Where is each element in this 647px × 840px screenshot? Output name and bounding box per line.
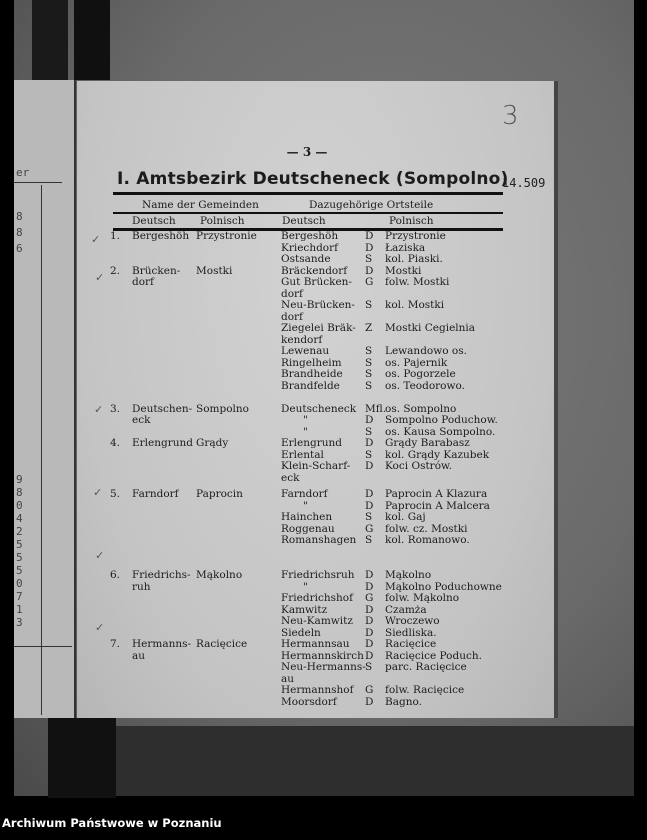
locality-type: D bbox=[365, 414, 374, 426]
locality-name-pl: folw. Racięcice bbox=[385, 684, 465, 696]
locality-type: Mfl. bbox=[365, 402, 387, 415]
municipality-name-pl: Paprocin bbox=[196, 488, 243, 500]
locality-type: G bbox=[365, 522, 374, 535]
locality-name-pl: Wroczewo bbox=[385, 615, 440, 627]
left-page-number-fragment: 9 bbox=[16, 473, 23, 486]
left-page-number-fragment: 1 bbox=[16, 603, 23, 616]
left-page-number-fragment: 5 bbox=[16, 551, 23, 564]
locality-name-de: Hermannskirch bbox=[281, 649, 364, 662]
checkmark: ✓ bbox=[95, 271, 105, 284]
locality-name-de: " bbox=[303, 425, 308, 438]
left-page-number-fragment: 8 bbox=[16, 486, 23, 499]
locality-type: S bbox=[365, 345, 373, 357]
locality-name-de: Friedrichshof bbox=[281, 592, 353, 604]
locality-name-de: Farndorf bbox=[281, 488, 328, 500]
locality-type: S bbox=[365, 661, 373, 673]
municipality-number: 4. bbox=[110, 437, 121, 449]
locality-type: S bbox=[365, 368, 373, 380]
left-page-number-fragment: 7 bbox=[16, 590, 23, 603]
locality-name-de: Hermannsau bbox=[281, 638, 350, 650]
checkmark: ✓ bbox=[95, 621, 105, 634]
locality-name-de: Lewenau bbox=[281, 345, 330, 357]
locality-name-de: Klein-Scharf- bbox=[281, 460, 351, 472]
locality-name-de: Friedrichsruh bbox=[281, 569, 355, 581]
locality-name-de: Bergeshöh bbox=[281, 230, 339, 242]
locality-name-de: eck bbox=[281, 471, 300, 484]
municipality-name-de: Brücken- bbox=[132, 264, 181, 277]
locality-type: D bbox=[365, 569, 374, 581]
locality-name-pl: Sompolno Poduchow. bbox=[385, 414, 498, 426]
locality-name-de: Moorsdorf bbox=[281, 695, 337, 708]
municipality-number: 6. bbox=[110, 569, 121, 581]
locality-type: D bbox=[365, 695, 374, 708]
locality-name-de: Gut Brücken- bbox=[281, 276, 352, 288]
locality-name-pl: Koci Ostrów. bbox=[385, 460, 453, 472]
locality-type: D bbox=[365, 437, 374, 449]
locality-name-de: Neu-Hermanns- bbox=[281, 661, 366, 673]
municipality-name-de: au bbox=[132, 649, 146, 662]
film-edge-strip bbox=[74, 0, 110, 80]
locality-type: D bbox=[365, 241, 374, 254]
locality-type: S bbox=[365, 299, 373, 311]
column-header-muni-de: Deutsch bbox=[132, 215, 176, 227]
locality-name-pl: kol. Mostki bbox=[385, 299, 445, 311]
left-page-number-fragment: 6 bbox=[16, 242, 23, 255]
locality-type: S bbox=[365, 356, 373, 369]
header-rule bbox=[113, 212, 503, 214]
locality-name-de: Neu-Brücken- bbox=[281, 299, 355, 311]
locality-name-de: Brandfelde bbox=[281, 379, 340, 392]
locality-name-de: " bbox=[303, 580, 308, 593]
page-number: — 3 — bbox=[286, 145, 328, 159]
film-edge-strip bbox=[32, 0, 68, 80]
locality-name-pl: Mąkolno bbox=[385, 569, 432, 581]
locality-type: D bbox=[365, 264, 374, 277]
locality-name-pl: Siedliska. bbox=[385, 626, 437, 639]
locality-type: S bbox=[365, 511, 373, 523]
locality-name-de: Roggenau bbox=[281, 522, 335, 535]
document-page bbox=[77, 81, 558, 718]
left-page-number-fragment: 0 bbox=[16, 499, 23, 512]
locality-name-pl: kol. Romanowo. bbox=[385, 534, 470, 546]
left-page-number-fragment: 8 bbox=[16, 226, 23, 239]
municipality-name-de: Deutschen- bbox=[132, 402, 193, 415]
locality-type: S bbox=[365, 379, 373, 392]
locality-name-pl: Lewandowo os. bbox=[385, 345, 467, 357]
municipality-name-de: dorf bbox=[132, 276, 154, 288]
locality-name-pl: parc. Racięcice bbox=[385, 661, 467, 673]
checkmark: ✓ bbox=[95, 549, 105, 562]
locality-name-pl: Bagno. bbox=[385, 695, 422, 708]
locality-name-pl: os. Sompolno bbox=[385, 402, 457, 415]
locality-name-pl: os. Pajernik bbox=[385, 356, 448, 369]
locality-name-de: au bbox=[281, 672, 295, 685]
locality-name-pl: folw. Mostki bbox=[385, 276, 450, 288]
locality-name-de: Ziegelei Bräk- bbox=[281, 322, 356, 334]
locality-type: D bbox=[365, 580, 374, 593]
locality-name-pl: folw. cz. Mostki bbox=[385, 522, 468, 535]
locality-type: D bbox=[365, 460, 374, 472]
locality-name-pl: Paprocin A Klazura bbox=[385, 488, 488, 500]
checkmark: ✓ bbox=[91, 233, 101, 246]
previous-page-edge bbox=[14, 80, 76, 718]
locality-name-pl: os. Kausa Sompolno. bbox=[385, 425, 496, 438]
municipality-number: 3. bbox=[110, 402, 121, 415]
page-title: I. Amtsbezirk Deutscheneck (Sompolno) bbox=[117, 169, 509, 189]
municipality-number: 2. bbox=[110, 264, 121, 277]
locality-name-de: Kriechdorf bbox=[281, 241, 339, 254]
column-header-loc-de: Deutsch bbox=[282, 215, 326, 227]
locality-type: Z bbox=[365, 322, 373, 334]
locality-name-de: dorf bbox=[281, 310, 303, 323]
locality-type: D bbox=[365, 649, 374, 662]
left-page-number-fragment: 8 bbox=[16, 210, 23, 223]
municipality-name-pl: Grądy bbox=[196, 437, 229, 449]
locality-name-de: dorf bbox=[281, 287, 303, 300]
left-page-number-fragment: 4 bbox=[16, 512, 23, 525]
locality-name-pl: Paprocin A Malcera bbox=[385, 499, 490, 512]
locality-name-pl: folw. Mąkolno bbox=[385, 592, 460, 604]
locality-name-de: Erlengrund bbox=[281, 437, 343, 449]
scan-background-bottom bbox=[115, 726, 634, 796]
municipality-name-pl: Mostki bbox=[196, 264, 233, 277]
locality-name-de: Brandheide bbox=[281, 368, 343, 380]
left-page-number-fragment: 2 bbox=[16, 525, 23, 538]
municipality-name-de: ruh bbox=[132, 580, 151, 593]
municipality-name-pl: Mąkolno bbox=[196, 569, 243, 581]
locality-name-de: " bbox=[303, 414, 308, 426]
locality-type: D bbox=[365, 230, 374, 242]
locality-name-pl: Łaziska bbox=[385, 241, 426, 254]
locality-type: D bbox=[365, 603, 374, 616]
locality-name-pl: Przystronie bbox=[385, 230, 446, 242]
locality-name-pl: Grądy Barabasz bbox=[385, 437, 470, 449]
locality-type: D bbox=[365, 488, 374, 500]
locality-name-de: Hermannshof bbox=[281, 684, 354, 696]
municipality-number: 7. bbox=[110, 638, 121, 650]
checkmark: ✓ bbox=[93, 486, 103, 499]
locality-name-pl: Mąkolno Poduchowne bbox=[385, 580, 502, 593]
locality-name-pl: Racięcice Poduch. bbox=[385, 649, 482, 662]
municipality-name-pl: Sompolno bbox=[196, 402, 249, 415]
locality-name-de: Deutscheneck bbox=[281, 402, 357, 415]
locality-type: D bbox=[365, 499, 374, 512]
divider bbox=[41, 185, 42, 715]
locality-name-de: Neu-Kamwitz bbox=[281, 615, 353, 627]
locality-type: S bbox=[365, 253, 373, 265]
archive-credit: Archiwum Państwowe w Poznaniu bbox=[2, 816, 222, 830]
checkmark: ✓ bbox=[94, 403, 104, 416]
left-page-number-fragment: 5 bbox=[16, 538, 23, 551]
municipality-name-pl: Racięcice bbox=[196, 638, 248, 650]
locality-type: G bbox=[365, 276, 374, 288]
locality-name-de: kendorf bbox=[281, 333, 323, 346]
locality-name-pl: kol. Grądy Kazubek bbox=[385, 448, 490, 461]
column-header-muni-pl: Polnisch bbox=[200, 215, 245, 227]
locality-type: S bbox=[365, 534, 373, 546]
left-page-header-fragment: er bbox=[16, 166, 30, 179]
locality-name-de: Bräckendorf bbox=[281, 264, 348, 277]
film-edge-strip bbox=[48, 718, 116, 798]
locality-type: D bbox=[365, 638, 374, 650]
locality-type: D bbox=[365, 615, 374, 627]
locality-name-pl: kol. Gaj bbox=[385, 511, 426, 523]
locality-name-de: Romanshagen bbox=[281, 534, 357, 546]
locality-name-pl: kol. Piaski. bbox=[385, 253, 443, 265]
locality-name-de: Ringelheim bbox=[281, 356, 342, 369]
locality-name-pl: os. Teodorowo. bbox=[385, 379, 465, 392]
locality-name-pl: Mostki Cegielnia bbox=[385, 322, 476, 334]
locality-name-de: Ostsande bbox=[281, 253, 331, 265]
locality-name-de: " bbox=[303, 499, 308, 512]
left-page-number-fragment: 0 bbox=[16, 577, 23, 590]
municipality-name-de: eck bbox=[132, 414, 151, 426]
locality-name-pl: Mostki bbox=[385, 264, 422, 277]
locality-type: G bbox=[365, 592, 374, 604]
locality-name-de: Hainchen bbox=[281, 511, 333, 523]
divider bbox=[14, 182, 62, 183]
municipality-number: 5. bbox=[110, 488, 121, 500]
population-note: 14.509 bbox=[502, 176, 546, 190]
locality-type: G bbox=[365, 684, 374, 696]
municipality-name-de: Friedrichs- bbox=[132, 569, 191, 581]
municipality-name-de: Erlengrund bbox=[132, 437, 194, 449]
locality-name-pl: os. Pogorzele bbox=[385, 368, 456, 380]
municipality-name-de: Hermanns- bbox=[132, 638, 192, 650]
column-header-loc-pl: Polnisch bbox=[389, 215, 434, 227]
handwritten-page-number: 3 bbox=[502, 101, 519, 131]
municipality-name-pl: Przystronie bbox=[196, 230, 257, 242]
locality-name-pl: Racięcice bbox=[385, 638, 437, 650]
left-page-number-fragment: 3 bbox=[16, 616, 23, 629]
locality-name-pl: Czamża bbox=[385, 603, 427, 616]
locality-name-de: Siedeln bbox=[281, 626, 321, 639]
locality-name-de: Kamwitz bbox=[281, 603, 328, 616]
municipality-number: 1. bbox=[110, 230, 121, 242]
divider bbox=[14, 646, 72, 647]
municipality-name-de: Bergeshöh bbox=[132, 230, 190, 242]
column-group-localities: Dazugehörige Ortsteile bbox=[309, 199, 434, 211]
left-page-number-fragment: 5 bbox=[16, 564, 23, 577]
locality-type: S bbox=[365, 448, 373, 461]
locality-name-de: Erlental bbox=[281, 448, 324, 461]
locality-type: S bbox=[365, 425, 373, 438]
title-rule bbox=[113, 192, 503, 195]
column-group-municipality: Name der Gemeinden bbox=[142, 199, 259, 211]
municipality-name-de: Farndorf bbox=[132, 488, 179, 500]
locality-type: D bbox=[365, 626, 374, 639]
